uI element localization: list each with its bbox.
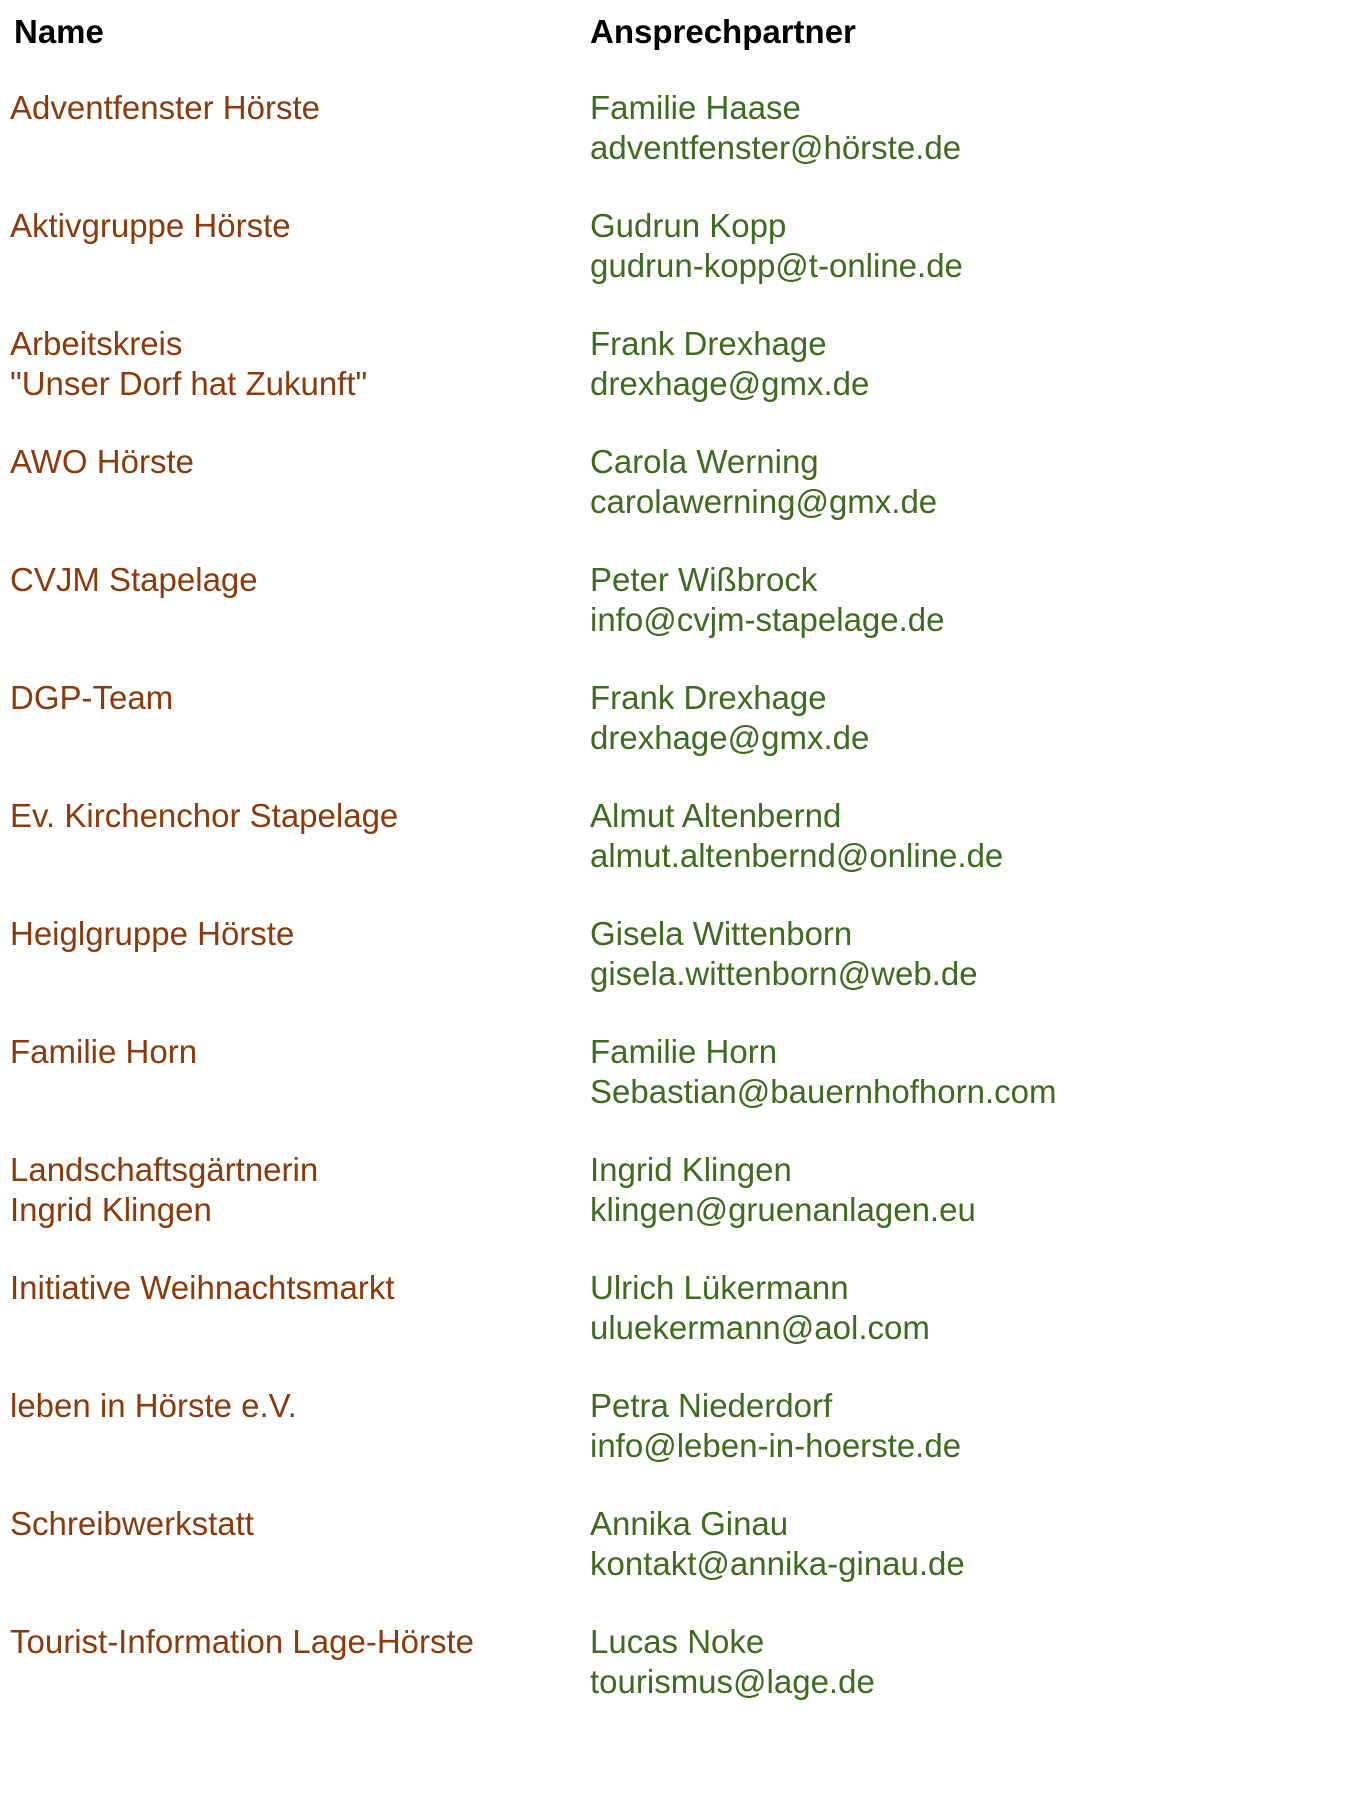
contact-email[interactable]: kontakt@annika-ginau.de xyxy=(590,1545,965,1582)
contact-email[interactable]: tourismus@lage.de xyxy=(590,1663,875,1700)
contact-list xyxy=(0,88,1366,1740)
group-name: AWO Hörste xyxy=(10,443,194,480)
contact-person: Frank Drexhage xyxy=(590,325,827,362)
contact-email[interactable]: info@cvjm-stapelage.de xyxy=(590,601,945,638)
contact-email[interactable]: gisela.wittenborn@web.de xyxy=(590,955,978,992)
group-name: Familie Horn xyxy=(10,1033,198,1070)
contact-person: Petra Niederdorf xyxy=(590,1387,833,1424)
group-name: Landschaftsgärtnerin Ingrid Klingen xyxy=(10,1151,319,1228)
group-name: Adventfenster Hörste xyxy=(10,89,320,126)
contact-cell xyxy=(590,442,1350,522)
list-item xyxy=(0,442,1366,560)
contact-email[interactable]: drexhage@gmx.de xyxy=(590,365,870,402)
group-name: Tourist-Information Lage-Hörste xyxy=(10,1623,475,1660)
contact-email[interactable]: drexhage@gmx.de xyxy=(590,719,870,756)
list-item xyxy=(0,324,1366,442)
contact-cell xyxy=(590,1032,1350,1112)
contact-person: Familie Haase xyxy=(590,89,801,126)
list-item xyxy=(0,1032,1366,1150)
contact-person: Familie Horn xyxy=(590,1033,778,1070)
group-name: leben in Hörste e.V. xyxy=(10,1387,297,1424)
list-item xyxy=(0,1268,1366,1386)
group-name: Heiglgruppe Hörste xyxy=(10,915,295,952)
contact-person: Gisela Wittenborn xyxy=(590,915,853,952)
contact-email[interactable]: almut.altenbernd@online.de xyxy=(590,837,1004,874)
column-header-contact: Ansprechpartner xyxy=(590,13,856,50)
contact-person: Gudrun Kopp xyxy=(590,207,787,244)
contact-cell xyxy=(590,88,1350,168)
list-item xyxy=(0,1504,1366,1622)
table-header xyxy=(0,10,1366,54)
group-name: Arbeitskreis "Unser Dorf hat Zukunft" xyxy=(10,325,368,402)
list-item xyxy=(0,914,1366,1032)
column-header-name: Name xyxy=(14,13,104,50)
contact-cell xyxy=(590,678,1350,758)
contact-cell xyxy=(590,1150,1350,1230)
list-item xyxy=(0,206,1366,324)
group-name: Aktivgruppe Hörste xyxy=(10,207,291,244)
list-item xyxy=(0,1386,1366,1504)
contact-cell xyxy=(590,914,1350,994)
contact-cell xyxy=(590,796,1350,876)
contact-cell xyxy=(590,206,1350,286)
contact-email[interactable]: Sebastian@bauernhofhorn.com xyxy=(590,1073,1057,1110)
contact-person: Lucas Noke xyxy=(590,1623,765,1660)
contact-cell xyxy=(590,324,1350,404)
contact-cell xyxy=(590,1386,1350,1466)
contact-person: Ingrid Klingen xyxy=(590,1151,792,1188)
contact-person: Ulrich Lükermann xyxy=(590,1269,849,1306)
contact-email[interactable]: carolawerning@gmx.de xyxy=(590,483,938,520)
contact-person: Annika Ginau xyxy=(590,1505,789,1542)
contact-person: Almut Altenbernd xyxy=(590,797,842,834)
list-item xyxy=(0,560,1366,678)
contact-cell xyxy=(590,1268,1350,1348)
list-item xyxy=(0,678,1366,796)
contact-email[interactable]: adventfenster@hörste.de xyxy=(590,129,962,166)
group-name: Schreibwerkstatt xyxy=(10,1505,254,1542)
contact-person: Peter Wißbrock xyxy=(590,561,818,598)
contact-person: Frank Drexhage xyxy=(590,679,827,716)
list-item xyxy=(0,1150,1366,1268)
contact-cell xyxy=(590,1504,1350,1584)
contact-cell xyxy=(590,560,1350,640)
contact-email[interactable]: info@leben-in-hoerste.de xyxy=(590,1427,962,1464)
group-name: Ev. Kirchenchor Stapelage xyxy=(10,797,399,834)
contact-email[interactable]: gudrun-kopp@t-online.de xyxy=(590,247,963,284)
list-item xyxy=(0,1622,1366,1740)
list-item xyxy=(0,796,1366,914)
list-item xyxy=(0,88,1366,206)
group-name: DGP-Team xyxy=(10,679,174,716)
contact-email[interactable]: klingen@gruenanlagen.eu xyxy=(590,1191,976,1228)
contact-cell xyxy=(590,1622,1350,1702)
contact-email[interactable]: uluekermann@aol.com xyxy=(590,1309,930,1346)
group-name: CVJM Stapelage xyxy=(10,561,258,598)
contact-person: Carola Werning xyxy=(590,443,819,480)
group-name: Initiative Weihnachtsmarkt xyxy=(10,1269,395,1306)
